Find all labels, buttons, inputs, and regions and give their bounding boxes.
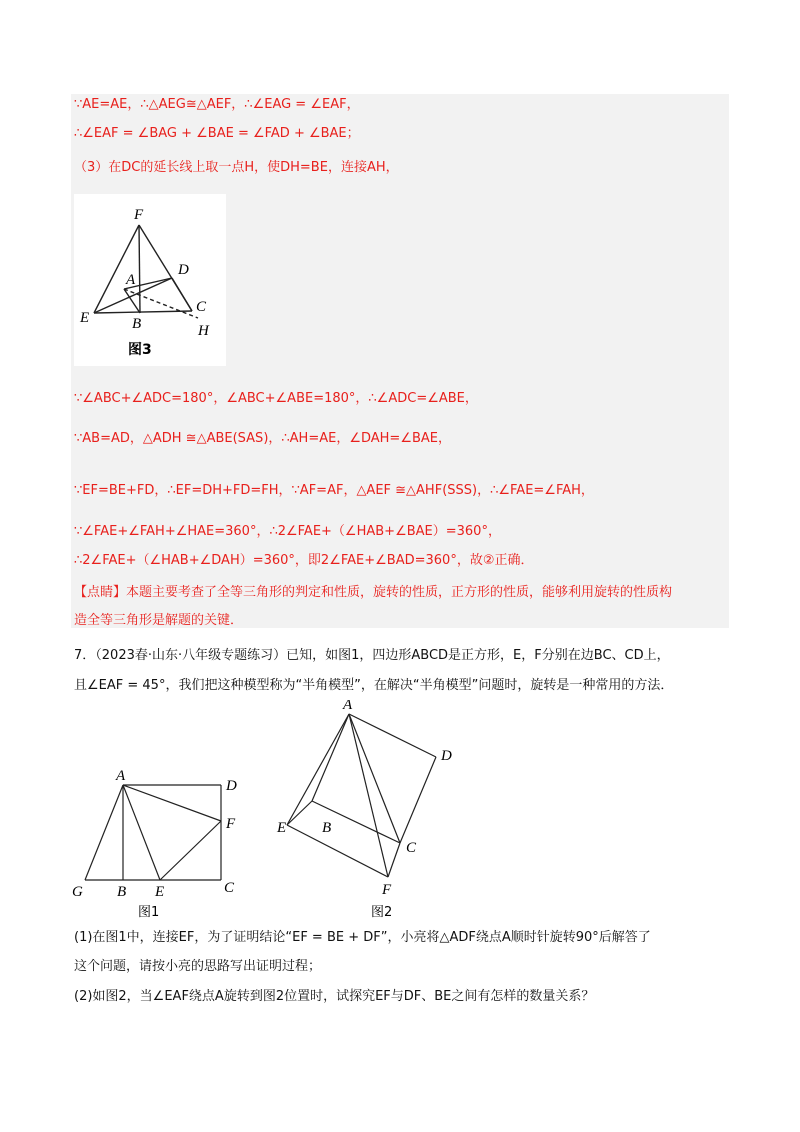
question-1-line-1: (1)在图1中，连接EF，为了证明结论“EF = BE + DF”，小亮将△ADF绕点A顺时针旋转90°后解答了 bbox=[74, 930, 651, 945]
fig1-label-A: A bbox=[116, 768, 126, 784]
fig2-label-E: E bbox=[277, 820, 287, 836]
solution-line-3: （3）在DC的延长线上取一点H，使DH=BE，连接AH， bbox=[74, 160, 399, 175]
fig3-label-H: H bbox=[198, 323, 209, 339]
fig1-label-F: F bbox=[226, 816, 236, 832]
fig1-label-B: B bbox=[117, 884, 127, 900]
solution-line-1: ∵AE=AE，∴△AEG≅△AEF，∴∠EAG = ∠EAF， bbox=[74, 97, 360, 112]
fig2-label-D: D bbox=[441, 748, 452, 764]
fig3-caption: 图3 bbox=[128, 342, 152, 358]
solution-comment-line-1: 【点睛】本题主要考查了全等三角形的判定和性质，旋转的性质，正方形的性质，能够利用旋转的性质构 bbox=[74, 585, 673, 600]
fig3-label-D: D bbox=[178, 262, 189, 278]
solution-line-7: ∵∠FAE+∠FAH+∠HAE=360°，∴2∠FAE+（∠HAB+∠BAE）=360°， bbox=[74, 524, 501, 539]
fig2-caption: 图2 bbox=[371, 905, 393, 920]
question-2: (2)如图2，当∠EAF绕点A旋转到图2位置时，试探究EF与DF、BE之间有怎样的数量关系？ bbox=[74, 989, 595, 1004]
fig2-label-A: A bbox=[343, 700, 353, 713]
fig2-label-B: B bbox=[322, 820, 332, 836]
figure-3-diagram bbox=[74, 194, 226, 366]
problem-line-1: 7．（2023春·山东·八年级专题练习）已知，如图1，四边形ABCD是正方形，E，F分别在边BC、CD上， bbox=[74, 648, 670, 663]
figure-3 bbox=[74, 194, 226, 366]
fig3-label-E: E bbox=[80, 310, 90, 326]
fig3-label-F: F bbox=[134, 207, 144, 223]
fig3-label-B: B bbox=[132, 316, 142, 332]
fig1-label-D: D bbox=[226, 778, 237, 794]
solution-line-5: ∵AB=AD，△ADH ≅△ABE(SAS)，∴AH=AE，∠DAH=∠BAE， bbox=[74, 431, 451, 446]
problem-line-2: 且∠EAF = 45°，我们把这种模型称为“半角模型”，在解决“半角模型”问题时，旋转是一种常用的方法． bbox=[74, 678, 674, 693]
solution-line-4: ∵∠ABC+∠ADC=180°，∠ABC+∠ABE=180°，∴∠ADC=∠ABE， bbox=[74, 391, 478, 406]
fig3-label-A: A bbox=[126, 272, 136, 288]
figures-diagram bbox=[60, 700, 480, 922]
fig2-label-C: C bbox=[406, 840, 417, 856]
fig1-label-C: C bbox=[224, 880, 235, 896]
fig2-label-F: F bbox=[382, 882, 392, 898]
fig1-caption: 图1 bbox=[138, 905, 160, 920]
solution-line-6: ∵EF=BE+FD，∴EF=DH+FD=FH，∵AF=AF，△AEF ≅△AHF(SSS)，∴∠FAE=∠FAH， bbox=[74, 483, 594, 498]
solution-comment-line-2: 造全等三角形是解题的关键． bbox=[74, 613, 244, 628]
solution-line-2: ∴∠EAF = ∠BAG + ∠BAE = ∠FAD + ∠BAE； bbox=[74, 126, 360, 141]
question-1-line-2: 这个问题，请按小亮的思路写出证明过程； bbox=[74, 959, 322, 974]
fig3-label-C: C bbox=[196, 299, 207, 315]
fig1-label-G: G bbox=[72, 884, 83, 900]
solution-line-8: ∴2∠FAE+（∠HAB+∠DAH）=360°，即2∠FAE+∠BAD=360°，故②正确． bbox=[74, 553, 534, 568]
fig1-label-E: E bbox=[155, 884, 165, 900]
figures-1-and-2 bbox=[60, 700, 480, 922]
